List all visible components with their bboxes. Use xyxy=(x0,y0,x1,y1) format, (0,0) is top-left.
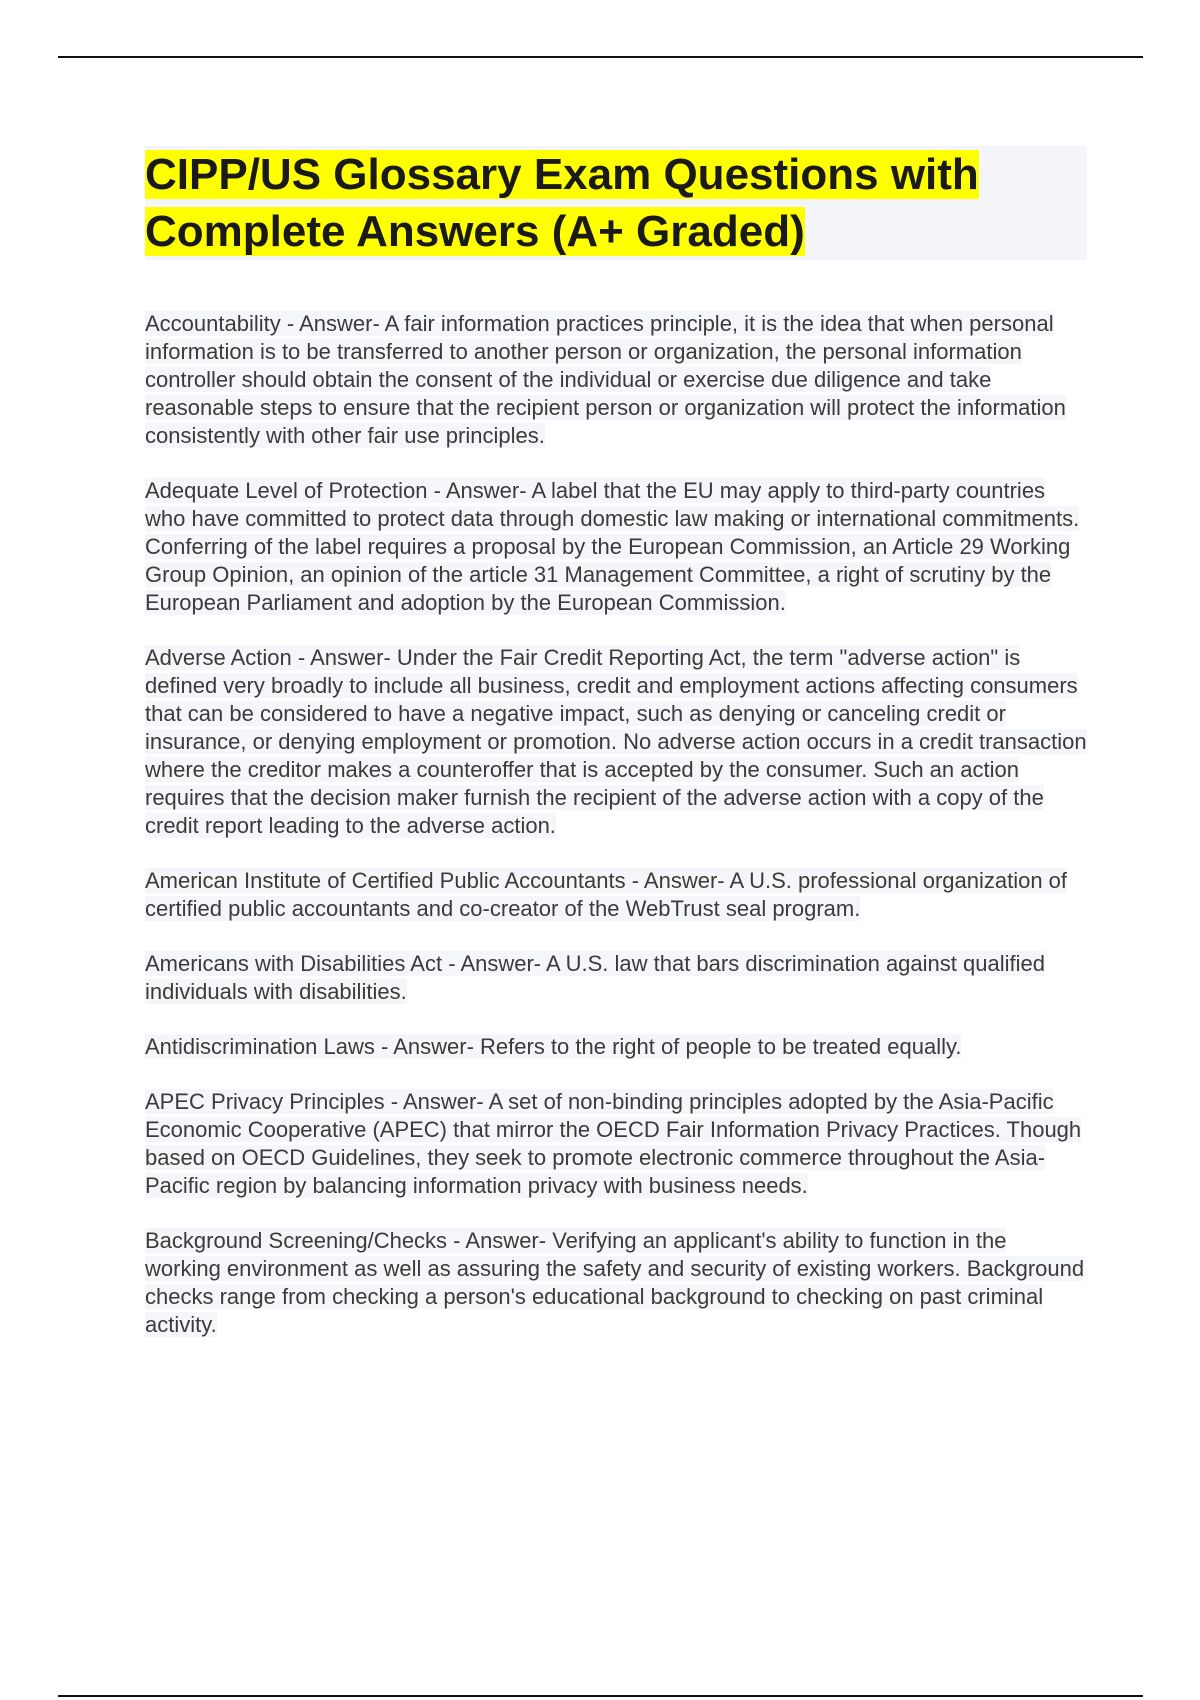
glossary-entry xyxy=(145,644,1087,840)
document-body xyxy=(145,146,1087,1366)
entry-term: Adverse Action xyxy=(145,645,292,670)
document-title: CIPP/US Glossary Exam Questions with Complete Answers (A+ Graded) xyxy=(145,150,979,256)
glossary-entry xyxy=(145,477,1087,617)
entry-definition: Verifying an applicant's ability to function in the working environment as well as assuring the safety and security of existing workers. Background checks range from checking a person's educational background to checking on past criminal activity. xyxy=(145,1228,1085,1337)
glossary-entry xyxy=(145,1088,1087,1200)
entry-separator: - Answer- xyxy=(427,478,532,503)
entry-separator: - Answer- xyxy=(442,951,547,976)
entry-term: Adequate Level of Protection xyxy=(145,478,428,503)
title-block xyxy=(145,146,1087,260)
glossary-entry xyxy=(145,310,1087,450)
glossary-entry xyxy=(145,950,1087,1006)
entry-definition: A fair information practices principle, it is the idea that when personal information is to be transferred to another person or organization, the personal information controller should obtain the consent of the individual or exercise due diligence and take reasonable steps to ensure that the recipient person or organization will protect the information consistently with other fair use principles. xyxy=(145,311,1066,448)
entry-term: Accountability xyxy=(145,311,281,336)
entry-definition: A set of non-binding principles adopted by the Asia-Pacific Economic Cooperative (APEC) that mirror the OECD Fair Information Privacy Practices. Though based on OECD Guidelines, they seek to promote electronic commerce throughout the Asia-Pacific region by balancing information privacy with business needs. xyxy=(145,1089,1082,1198)
entry-separator: - Answer- xyxy=(384,1089,489,1114)
entry-term: APEC Privacy Principles xyxy=(145,1089,385,1114)
entry-separator: - Answer- xyxy=(291,645,397,670)
glossary-entry xyxy=(145,1033,1087,1061)
entry-separator: - Answer- xyxy=(625,868,730,893)
entry-term: Antidiscrimination Laws xyxy=(145,1034,375,1059)
glossary-entry xyxy=(145,1227,1087,1339)
entry-definition: A U.S. professional organization of certified public accountants and co-creator of the WebTrust seal program. xyxy=(145,868,1068,921)
entry-definition: Refers to the right of people to be treated equally. xyxy=(480,1034,962,1059)
top-rule xyxy=(58,56,1143,58)
entry-term: Americans with Disabilities Act xyxy=(145,951,443,976)
entry-separator: - Answer- xyxy=(280,311,385,336)
entry-definition: A U.S. law that bars discrimination against qualified individuals with disabilities. xyxy=(145,951,1045,1004)
entry-definition: Under the Fair Credit Reporting Act, the term "adverse action" is defined very broadly to include all business, credit and employment actions affecting consumers that can be considered to have a negative impact, such as denying or canceling credit or insurance, or denying employment or promotion. No adverse action occurs in a credit transaction where the creditor makes a counteroffer that is accepted by the consumer. Such an action requires that the decision maker furnish the recipient of the adverse action with a copy of the credit report leading to the adverse action. xyxy=(145,645,1087,838)
entry-term: American Institute of Certified Public Accountants xyxy=(145,868,626,893)
entry-term: Background Screening/Checks xyxy=(145,1228,448,1253)
entry-definition: A label that the EU may apply to third-party countries who have committed to protect data through domestic law making or international commitments. Conferring of the label requires a proposal by the European Commission, an Article 29 Working Group Opinion, an opinion of the article 31 Management Committee, a right of scrutiny by the European Parliament and adoption by the European Commission. xyxy=(145,478,1080,615)
entry-separator: - Answer- xyxy=(447,1228,553,1253)
entry-separator: - Answer- xyxy=(374,1034,481,1059)
glossary-entries xyxy=(145,310,1087,1339)
glossary-entry xyxy=(145,867,1087,923)
bottom-rule xyxy=(58,1695,1143,1697)
